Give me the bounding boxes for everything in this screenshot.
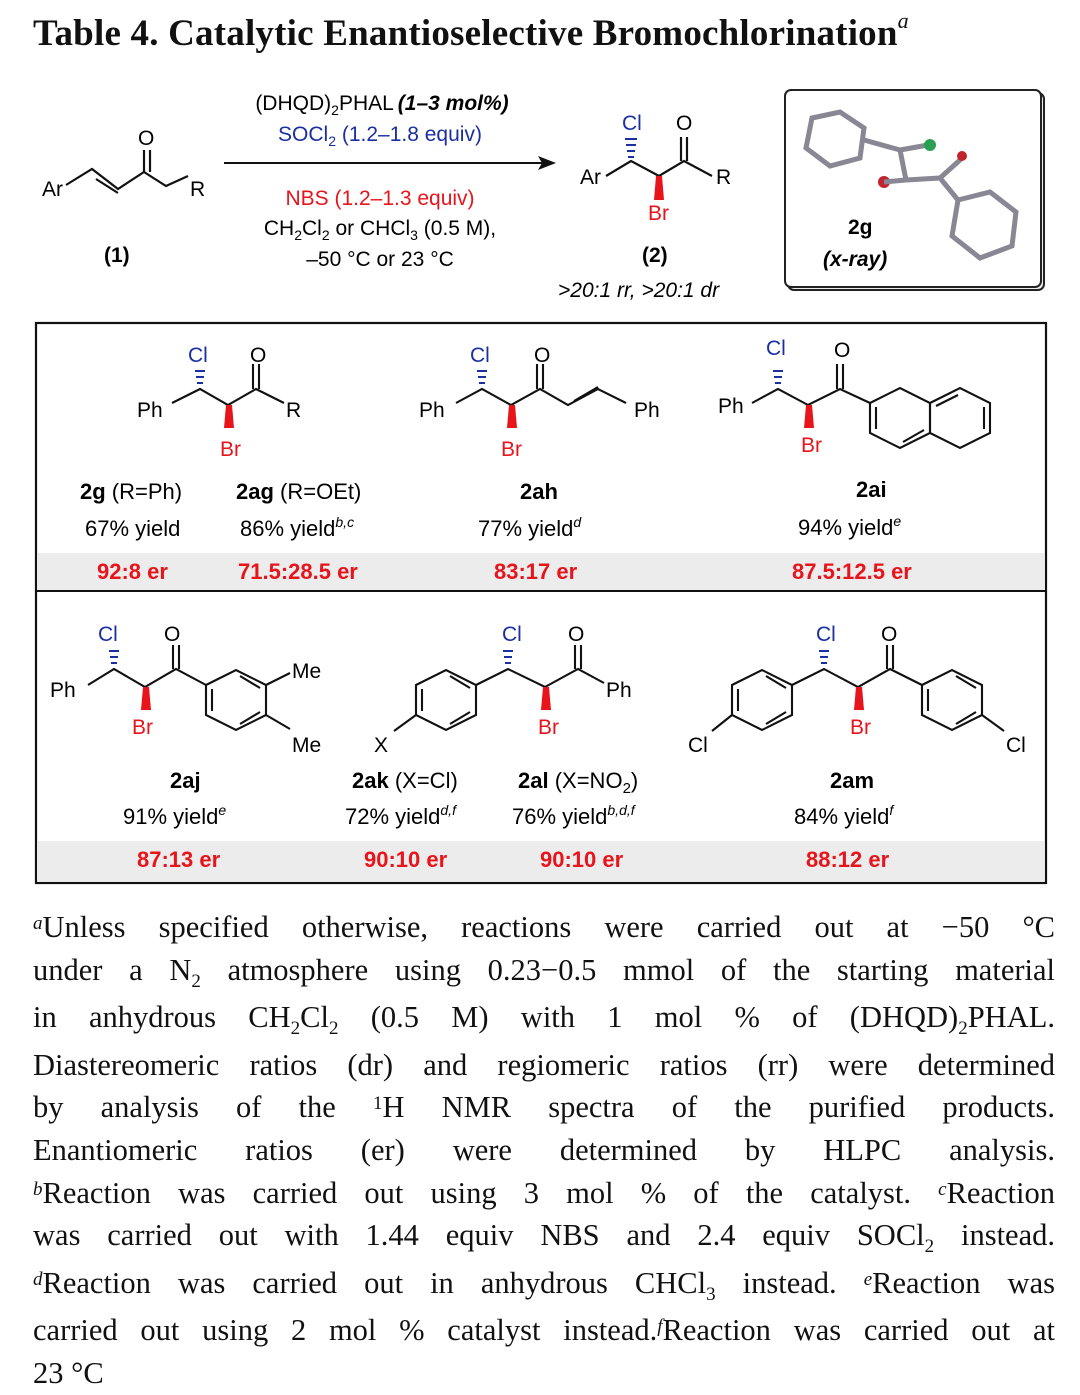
entry-2am-er: 88:12 er <box>806 847 890 872</box>
atom-ph: Ph <box>718 395 744 418</box>
atom-o: O <box>138 127 155 150</box>
conditions-solvent: $CH_2Cl_2$ or CHCl$_3$ (0.5 M), <box>263 217 497 243</box>
atom-me: Me <box>292 734 322 757</box>
selectivity: >20:1 rr, >20:1 dr <box>558 279 720 302</box>
entry-2ag-er: 71.5:28.5 er <box>238 559 358 584</box>
atom-ph: Ph <box>634 399 660 422</box>
footnote-line: in anhydrous $CH_2Cl_2$ (0.5 M) with 1 mol % of $(DHQD)_2PHAL$. <box>33 1000 1055 1040</box>
entry-2al-label: 2al $(X=NO_2)$ <box>518 768 639 797</box>
xray-panel <box>785 90 1044 290</box>
table-title: Table 4. Catalytic Enantioselective Bromochlorination$^a$ <box>33 8 909 54</box>
structure-2ai <box>752 364 990 448</box>
atom-ph: Ph <box>50 679 76 702</box>
footnote-line: $^d$Reaction was carried out in anhydrous CHCl$_3$ instead. $^e$Reaction was <box>33 1265 1055 1305</box>
atom-ph: Ph <box>137 399 163 422</box>
entry-2ag-yield: 86% yield$^{b,c}$ <box>240 514 355 541</box>
entry-2am-label: 2am <box>830 768 875 793</box>
atom-o: O <box>834 339 851 362</box>
conditions-nbs: NBS (1.2–1.3 equiv) <box>285 187 475 210</box>
atom-o: O <box>568 623 585 646</box>
stereo-hash-cl <box>625 139 637 157</box>
structure-2ah <box>456 364 626 428</box>
xray-compound: 2g <box>848 216 873 239</box>
entry-2g-er: 92:8 er <box>97 559 168 584</box>
entry-2ak-er: 90:10 er <box>364 847 448 872</box>
entry-2ah-label: 2ah <box>520 479 558 504</box>
entry-2ah-er: 83:17 er <box>494 559 578 584</box>
atom-me: Me <box>292 660 322 683</box>
atom-r: R <box>190 178 206 201</box>
entry-2ai-label: 2ai <box>856 477 887 502</box>
atom-o: O <box>676 112 693 135</box>
entry-2g-label: 2g (R=Ph) <box>80 479 183 504</box>
entry-2ak-yield: 72% yield$^{d,f}$ <box>345 802 456 829</box>
structure-2ak-2al <box>394 645 604 731</box>
footnote-line: Enantiomeric ratios (er) were determined by HLPC analysis. <box>33 1132 1055 1167</box>
entry-2ak-label: 2ak (X=Cl) <box>352 768 458 793</box>
entry-2al-er: 90:10 er <box>540 847 624 872</box>
footnote-line: Diastereomeric ratios (dr) and regiomeric ratios (rr) were determined <box>33 1047 1055 1082</box>
atom-o: O <box>164 623 181 646</box>
atom-cl: Cl <box>766 337 786 360</box>
xray-note: (x-ray) <box>823 248 888 271</box>
structure-2aj <box>88 645 290 730</box>
stereo-wedge-br <box>654 176 664 200</box>
entry-2ai-yield: 94% yield$^e$ <box>798 513 902 540</box>
footnote-line: $^a$Unless specified otherwise, reactions were carried out at −50 °C <box>33 910 1055 944</box>
atom-cl: Cl <box>188 344 208 367</box>
footnote-line: 23 °C <box>33 1355 104 1390</box>
entry-2aj-label: 2aj <box>170 768 201 793</box>
structure-2g <box>172 364 284 428</box>
entry-2am-yield: 84% yield$^f$ <box>794 802 894 829</box>
table-frame <box>36 323 1046 883</box>
atom-ar: Ar <box>580 166 601 189</box>
conditions-temperature: –50 °C or 23 °C <box>306 248 454 271</box>
reactant-label: (1) <box>104 244 130 267</box>
atom-cl: Cl <box>816 623 836 646</box>
atom-br: Br <box>538 716 559 739</box>
atom-br: Br <box>850 716 871 739</box>
atom-br: Br <box>220 438 241 461</box>
product-label: (2) <box>642 244 668 267</box>
atom-cl: Cl <box>622 112 642 135</box>
atom-cl: Cl <box>502 623 522 646</box>
conditions-catalyst: $(DHQD)_2PHAL$ (1–3 mol%) <box>255 92 509 118</box>
atom-br: Br <box>801 434 822 457</box>
atom-cl: Cl <box>98 623 118 646</box>
entry-2ag-label: 2ag (R=OEt) <box>236 479 362 504</box>
entry-2ah-yield: 77% yield$^d$ <box>478 514 582 541</box>
atom-br: Br <box>132 716 153 739</box>
atom-cl: Cl <box>470 344 490 367</box>
atom-r: R <box>716 166 732 189</box>
product-general <box>606 137 712 176</box>
atom-br: Br <box>501 438 522 461</box>
atom-cl: Cl <box>688 734 708 757</box>
atom-ph: Ph <box>606 679 632 702</box>
atom-x: X <box>374 734 389 757</box>
entry-2ai-er: 87.5:12.5 er <box>792 559 912 584</box>
atom-r: R <box>286 399 302 422</box>
footnote-line: $^b$Reaction was carried out using 3 mol % of the catalyst. $^c$Reaction <box>33 1175 1055 1210</box>
atom-ar: Ar <box>42 178 63 201</box>
reaction-arrow <box>224 156 556 170</box>
reactant-enone <box>66 150 188 193</box>
atom-o: O <box>250 344 267 367</box>
entry-2al-yield: 76% yield$^{b,d,f}$ <box>512 802 635 829</box>
atom-cl: Cl <box>1006 734 1026 757</box>
footnote-line: under a $N_2$ atmosphere using 0.23−0.5 mmol of the starting material <box>33 952 1055 992</box>
atom-o: O <box>534 344 551 367</box>
footnote-line: was carried out with 1.44 equiv NBS and 2.4 equiv SOCl$_2$ instead. <box>33 1218 1055 1258</box>
atom-ph: Ph <box>419 399 445 422</box>
entry-2aj-yield: 91% yield$^e$ <box>123 802 227 829</box>
table-footnotes <box>33 906 1055 1395</box>
footnote-line: by analysis of the $^1$H NMR spectra of the purified products. <box>33 1090 1055 1125</box>
footnote-line: carried out using 2 mol % catalyst instead.$^f$Reaction was carried out at <box>33 1313 1055 1348</box>
entry-2g-yield: 67% yield <box>85 516 181 541</box>
entry-2aj-er: 87:13 er <box>137 847 221 872</box>
atom-br: Br <box>648 202 669 225</box>
conditions-socl2: SOCl$_2$ (1.2–1.8 equiv) <box>278 123 482 149</box>
atom-o: O <box>881 623 898 646</box>
